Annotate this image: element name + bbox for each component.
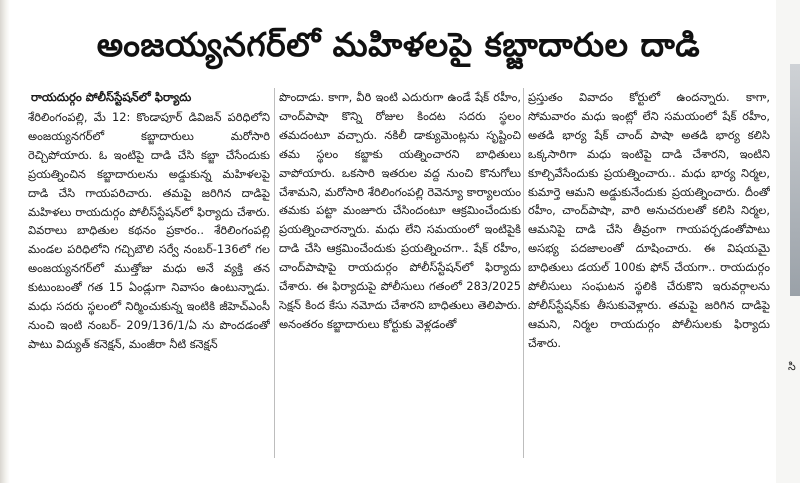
article-column-2 (279, 88, 521, 468)
adjacent-article-photo (790, 64, 800, 296)
column-divider (523, 88, 524, 458)
article-subhead: రాయదుర్గం పోలీస్‌స్టేషన్‌లో ఫిర్యాదు (31, 90, 192, 104)
column-1-text: శేరిలింగంపల్లి, మే 12: కొండాపూర్ డివిజన్ పరిధిలోని అంజయ్యనగర్‌లో కబ్జాదారులు మరోసారి రెచ్చిపోయారు. ఓ ఇంటిపై దాడి చేసి కబ్జా చేసేందుకు ప్రయత్నించిన కబ్జాదారులను అడ్డుకున్న మహిళలపై దాడి చేసి గాయపరిచారు. తమపై జరిగిన దాడిపై మహిళలు రాయదుర్గం పోలీస్‌స్టేషన్‌లో ఫిర్యాదు చేశారు. వివరాలు బాధితుల కథనం ప్రకారం.. శేరిలింగంపల్లి మండల పరిధిలోని గచ్చిబౌలి సర్వే నంబర్-136లో గల అంజయ్యనగర్‌లో ముత్తోజు మధు అనే వ్యక్తి తన కుటుంబంతో గత 15 ఏండ్లుగా నివాసం ఉంటున్నాడు. మధు సదరు స్థలంలో నిర్మించుకున్న ఇంటికి జీహెచ్ఎంసీ నుంచి ఇంటి నంబర్- 209/136/1/ఏ ను పొందడంతో పాటు విద్యుత్ కనెక్షన్, మంజీరా నీటి కనెక్షన్ (28, 110, 270, 351)
article-headline: అంజయ్యనగర్‌లో మహిళలపై కబ్జాదారుల దాడి (96, 25, 701, 64)
column-divider (274, 88, 275, 458)
page-left-edge (0, 0, 10, 483)
column-3-text: ప్రస్తుతం వివాదం కోర్టులో ఉందన్నారు. కాగా, సోమవారం మధు ఇంట్లో లేని సమయంలో షేక్ రహీం, అతడి భార్య షేక్ చాంద్ పాషా అతడి భార్య కలిసి ఒక్కసారిగా మధు ఇంటిపై దాడి చేశారని, ఇంటిని కూల్చివేసేందుకు ప్రయత్నించారు.. మధు భార్య నిర్మల, కుమార్తె ఆమని అడ్డుకునేందుకు ప్రయత్నించారు. దీంతో రహీం, చాంద్‌పాషా, వారి అనుచరులతో కలిసి నిర్మల, ఆమనిపై దాడి చేసి తీవ్రంగా గాయపర్చడంతోపాటు అసభ్య పదజాలంతో దూషించారు. ఈ విషయమై బాధితులు డయల్ 100కు ఫోన్ చేయగా.. రాయదుర్గం పోలీసులు సంఘటన స్థలికి చేరుకొని ఇరువర్గాలను పోలీస్‌స్టేషన్‌కు తీసుకువెళ్లారు. తమపై జరిగిన దాడిపై ఆమని, నిర్మల రాయదుర్గం పోలీసులకు ఫిర్యాదు చేశారు. (528, 90, 770, 350)
article-column-3 (528, 88, 770, 468)
article-column-1 (28, 88, 270, 468)
adjacent-article-text: సి (788, 360, 796, 373)
column-2-text: పొందాడు. కాగా, వీరి ఇంటి ఎదురుగా ఉండే షేక్ రహీం, చాంద్‌పాషా కొన్ని రోజుల కిందట సదరు స్థలం తమదంటూ వచ్చారు. నకిలీ డాక్యుమెంట్లను సృష్టించి తమ స్థలం కబ్జాకు యత్నించారని బాధితులు వాపోయారు. ఒకసారి ఇతరుల వద్ద నుంచి కొనుగోలు చేశామని, మరోసారి శేరిలింగంపల్లి రెవెన్యూ కార్యాలయం తమకు పట్టా మంజూరు చేసిందంటూ ఆక్రమించేందుకు ప్రయత్నించారన్నారు. మధు లేని సమయంలో ఇంటిపైకి దాడి చేసి ఆక్రమించేందుకు ప్రయత్నించగా.. షేక్ రహీం, చాంద్‌పాషాపై రాయదుర్గం పోలీస్‌స్టేషన్‌లో ఫిర్యాదు చేశారు. ఈ ఫిర్యాదుపై పోలీసులు గతంలో 283/2025 సెక్షన్ కింద కేసు నమోదు చేశారని బాధితులు తెలిపారు. అనంతరం కబ్జాదారులు కోర్టుకు వెళ్లడంతో (279, 90, 521, 331)
